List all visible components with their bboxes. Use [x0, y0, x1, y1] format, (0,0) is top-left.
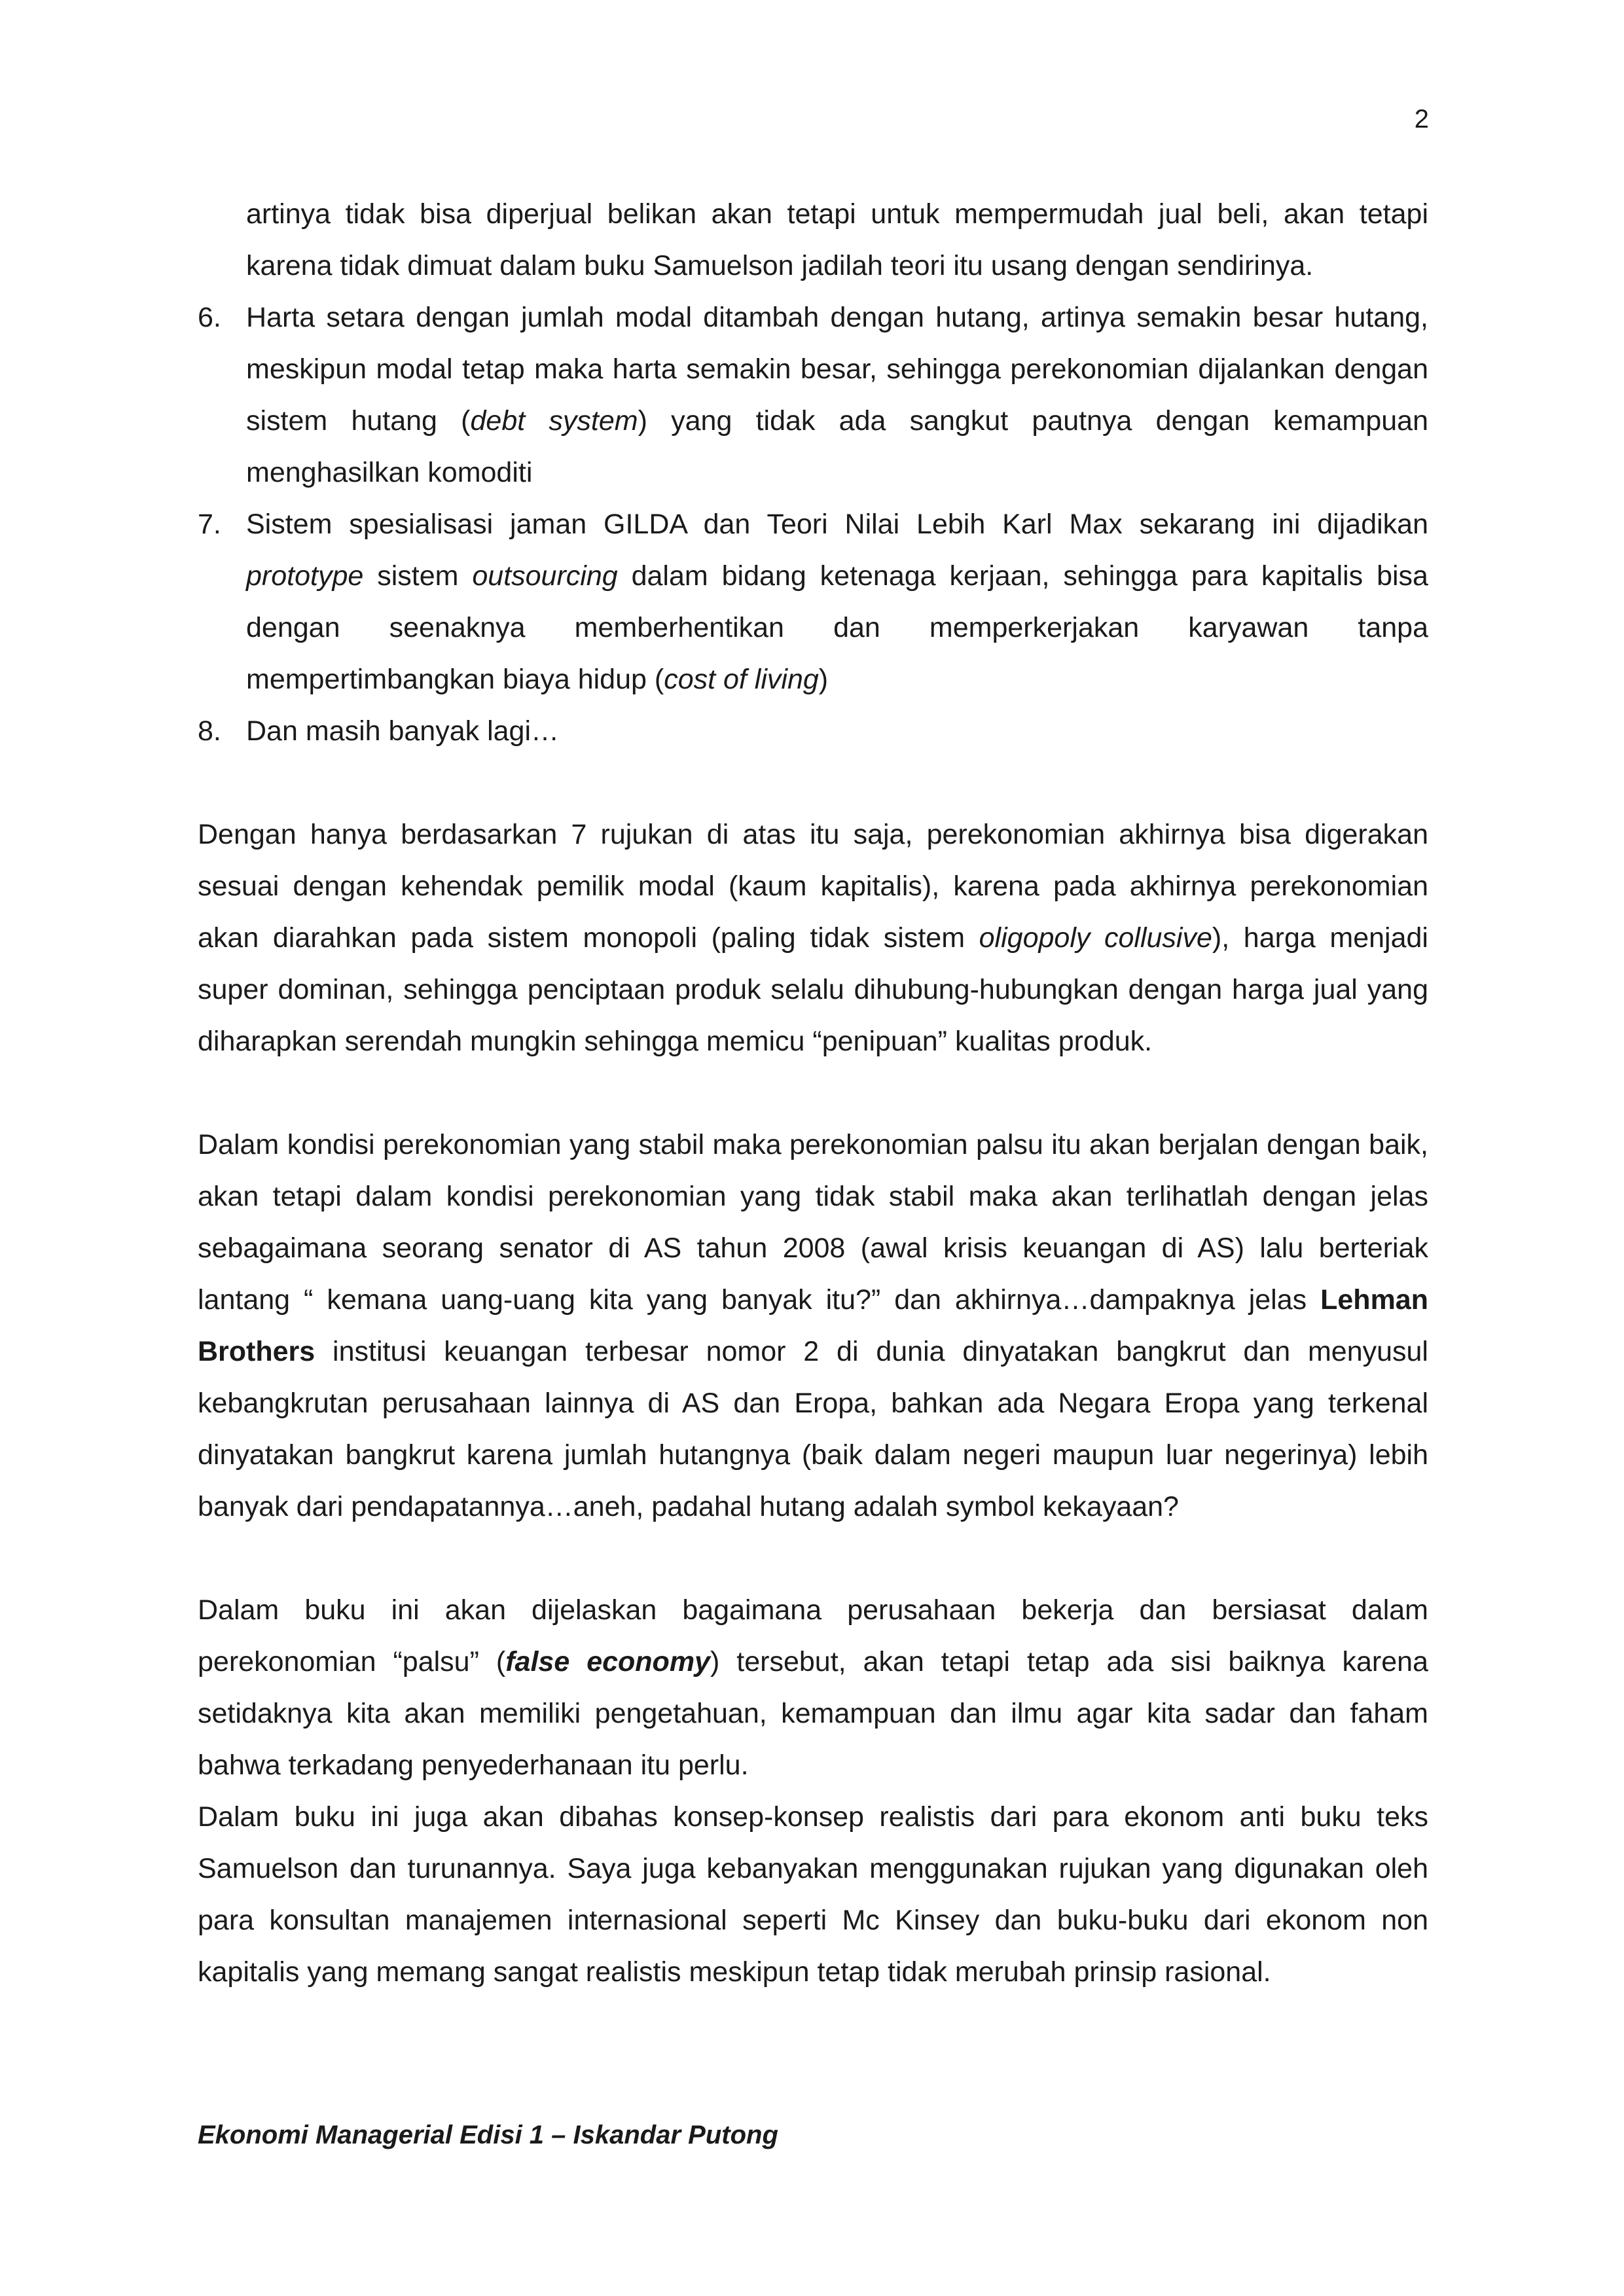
text-run: Dalam kondisi perekonomian yang stabil maka perekonomian palsu itu akan berjalan dengan baik, akan tetapi dalam kondisi perekonomian yang tidak stabil maka akan terlihatlah dengan jelas sebagaimana seorang senator di AS tahun 2008 (awal krisis keuangan di AS) lalu berteriak lantang “ kemana uang-uang kita yang banyak itu?” dan akhirnya…dampaknya jelas [198, 1129, 1428, 1316]
text-run: Dalam buku ini akan dijelaskan bagaimana perusahaan bekerja dan bersiasat dalam perekonomian “palsu” ( [198, 1594, 1428, 1677]
list-number: 6. [198, 302, 221, 333]
paragraph-1 [198, 809, 1428, 1067]
bold-italic-term: false economy [505, 1646, 710, 1677]
paragraph-3 [198, 1585, 1428, 1791]
paragraph-4: Dalam buku ini juga akan dibahas konsep-konsep realistis dari para ekonom anti buku teks Samuelson dan turunannya. Saya juga kebanyakan menggunakan rujukan yang digunakan oleh para konsultan manajemen internasional seperti Mc Kinsey dan buku-buku dari ekonom non kapitalis yang memang sangat realistis meskipun tetap tidak merubah prinsip rasional. [198, 1801, 1428, 1988]
text-run: Dan masih banyak lagi… [246, 715, 560, 747]
list-continuation-text: artinya tidak bisa diperjual belikan akan tetapi untuk mempermudah jual beli, akan tetapi karena tidak dimuat dalam buku Samuelson jadilah teori itu usang dengan sendirinya. [246, 198, 1428, 281]
text-run: Sistem spesialisasi jaman GILDA dan Teori Nilai Lebih Karl Max sekarang ini dijadikan [246, 509, 1428, 540]
text-run: institusi keuangan terbesar nomor 2 di dunia dinyatakan bangkrut dan menyusul kebangkrutan perusahaan lainnya di AS dan Eropa, bahkan ada Negara Eropa yang terkenal dinyatakan bangkrut karena jumlah hutangnya (baik dalam negeri maupun luar negerinya) lebih banyak dari pendapatannya…aneh, padahal hutang adalah symbol kekayaan? [198, 1336, 1428, 1522]
page-content [198, 188, 1428, 1998]
numbered-list [198, 292, 1428, 757]
list-number: 8. [198, 715, 221, 747]
italic-term: cost of living [664, 664, 819, 695]
bold-term: Lehman Brothers [198, 1284, 1428, 1367]
text-run: Dengan hanya berdasarkan 7 rujukan di atas itu saja, perekonomian akhirnya bisa digerakan sesuai dengan kehendak pemilik modal (kaum kapitalis), karena pada akhirnya perekonomian akan diarahkan pada sistem monopoli (paling tidak sistem [198, 819, 1428, 954]
page-number: 2 [1414, 105, 1429, 134]
text-run: sistem [363, 560, 473, 592]
list-number: 7. [198, 509, 221, 540]
italic-term: outsourcing [472, 560, 618, 592]
italic-term: prototype [246, 560, 364, 592]
text-run: dalam bidang ketenaga kerjaan, sehingga para kapitalis bisa dengan seenaknya memberhentikan dan memperkerjakan karyawan tanpa mempertimbangkan biaya hidup ( [246, 560, 1428, 695]
list-item-8 [198, 706, 1428, 757]
text-run: ) tersebut, akan tetapi tetap ada sisi baiknya karena setidaknya kita akan memiliki pengetahuan, kemampuan dan ilmu agar kita sadar dan faham bahwa terkadang penyederhanaan itu perlu. [198, 1646, 1428, 1781]
italic-term: debt system [470, 405, 638, 437]
page-footer: Ekonomi Managerial Edisi 1 – Iskandar Putong [198, 2121, 778, 2149]
text-run: ) [818, 664, 829, 695]
list-item-6 [198, 292, 1428, 499]
text-run: ), harga menjadi super dominan, sehingga penciptaan produk selalu dihubung-hubungkan dengan harga jual yang diharapkan serendah mungkin sehingga memicu “penipuan” kualitas produk. [198, 922, 1428, 1057]
text-run: Harta setara dengan jumlah modal ditambah dengan hutang, artinya semakin besar hutang, meskipun modal tetap maka harta semakin besar, sehingga perekonomian dijalankan dengan sistem hutang ( [246, 302, 1428, 437]
italic-term: oligopoly collusive [979, 922, 1212, 954]
paragraph-2 [198, 1119, 1428, 1533]
text-run: ) yang tidak ada sangkut pautnya dengan kemampuan menghasilkan komoditi [246, 405, 1428, 488]
list-item-7 [198, 499, 1428, 706]
